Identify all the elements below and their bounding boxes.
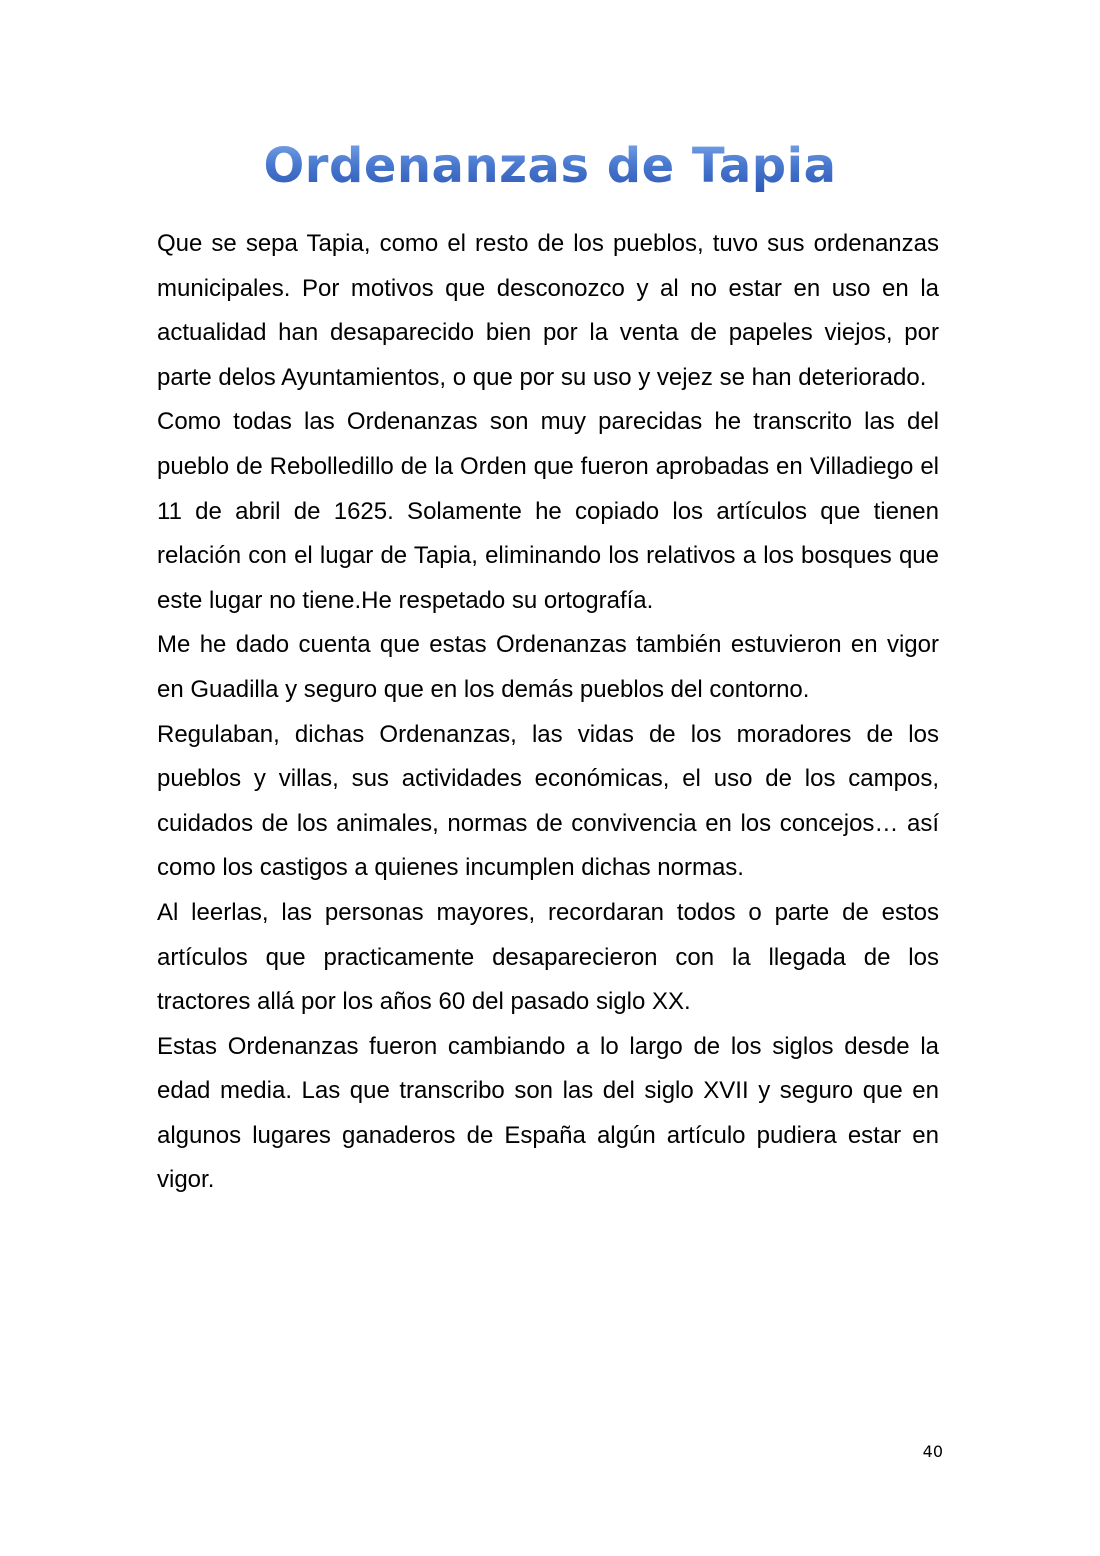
paragraph: Al leerlas, las personas mayores, recordaran todos o parte de estos artículos que practicamente desaparecieron con la llegada de los tractores allá por los años 60 del pasado siglo XX. <box>157 898 939 1016</box>
paragraph: Como todas las Ordenanzas son muy parecidas he transcrito las del pueblo de Rebolledillo de la Orden que fueron aprobadas en Villadiego el 11 de abril de 1625. Solamente he copiado los artículos que tienen relación con el lugar de Tapia, eliminando los relativos a los bosques que este lugar no tiene.He respetado su ortografía. <box>157 408 939 614</box>
paragraph: Que se sepa Tapia, como el resto de los pueblos, tuvo sus ordenanzas municipales. Por motivos que desconozco y al no estar en uso en la actualidad han desaparecido bien por la venta de papeles viejos, por parte delos Ayuntamientos, o que por su uso y vejez se han deteriorado. <box>157 230 939 391</box>
paragraph: Estas Ordenanzas fueron cambiando a lo largo de los siglos desde la edad media. Las que transcribo son las del siglo XVII y seguro que en algunos lugares ganaderos de España algún artículo pudiera estar en vigor. <box>157 1032 939 1194</box>
page-number: 40 <box>922 1442 943 1461</box>
document-body <box>157 222 939 1203</box>
paragraph: Regulaban, dichas Ordenanzas, las vidas de los moradores de los pueblos y villas, sus actividades económicas, el uso de los campos, cuidados de los animales, normas de convivencia en los concejos… así como los castigos a quienes incumplen dichas normas. <box>157 720 939 882</box>
page-title: Ordenanzas de Tapia <box>0 140 1100 193</box>
paragraph: Me he dado cuenta que estas Ordenanzas también estuvieron en vigor en Guadilla y seguro que en los demás pueblos del contorno. <box>157 631 939 703</box>
